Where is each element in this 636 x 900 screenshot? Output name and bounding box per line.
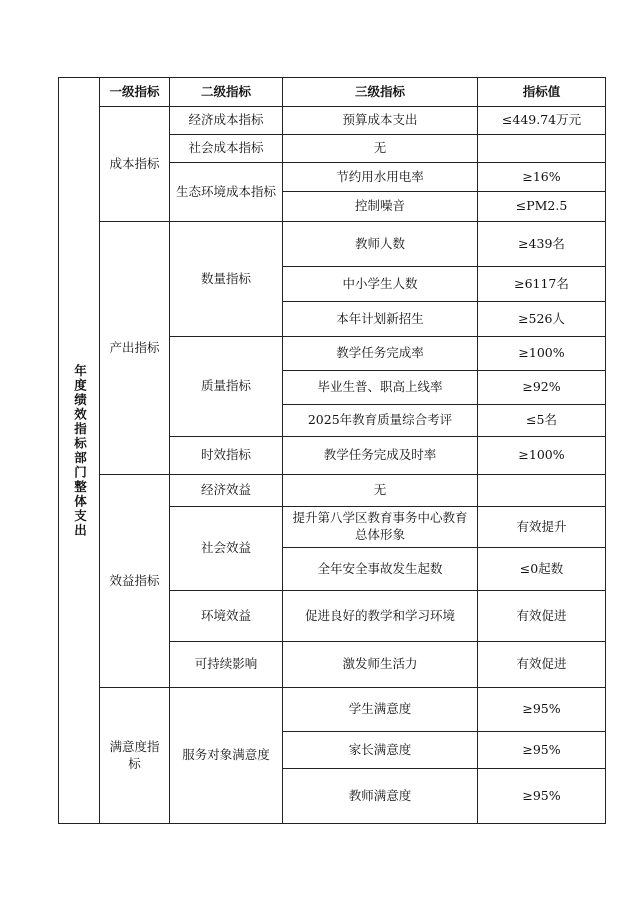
benefit-social-value: 有效提升 [478, 507, 606, 548]
benefit-environment-label: 环境效益 [170, 591, 283, 642]
output-quantity-item: 教师人数 [283, 222, 478, 267]
output-quality-label: 质量指标 [170, 337, 283, 437]
output-quality-item: 教学任务完成率 [283, 337, 478, 371]
cost-eco-env-value: ≤PM2.5 [478, 192, 606, 222]
output-quantity-value: ≥439名 [478, 222, 606, 267]
benefit-economic-item: 无 [283, 475, 478, 507]
output-quality-item: 毕业生普、职高上线率 [283, 371, 478, 405]
output-quantity-value: ≥6117名 [478, 267, 606, 302]
cost-social-value [478, 135, 606, 163]
header-level3: 三级指标 [283, 78, 478, 107]
cost-indicator-label: 成本指标 [100, 107, 170, 222]
table-row [59, 688, 606, 732]
output-quality-item: 2025年教育质量综合考评 [283, 405, 478, 437]
output-quality-value: ≥100% [478, 337, 606, 371]
table-row [59, 107, 606, 135]
satisfaction-item: 家长满意度 [283, 732, 478, 769]
cost-economic-item: 预算成本支出 [283, 107, 478, 135]
benefit-environment-item: 促进良好的教学和学习环境 [283, 591, 478, 642]
output-quantity-value: ≥526人 [478, 302, 606, 337]
performance-indicator-table [58, 77, 606, 824]
output-quantity-label: 数量指标 [170, 222, 283, 337]
benefit-social-item: 全年安全事故发生起数 [283, 548, 478, 591]
satisfaction-item: 学生满意度 [283, 688, 478, 732]
header-row [59, 78, 606, 107]
output-indicator-label: 产出指标 [100, 222, 170, 475]
side-title: 年度绩效指标部门整体支出 [59, 78, 100, 824]
output-quantity-item: 中小学生人数 [283, 267, 478, 302]
benefit-social-label: 社会效益 [170, 507, 283, 591]
benefit-economic-label: 经济效益 [170, 475, 283, 507]
cost-eco-env-item: 控制噪音 [283, 192, 478, 222]
header-level1: 一级指标 [100, 78, 170, 107]
output-quality-value: ≤5名 [478, 405, 606, 437]
cost-eco-env-label: 生态环境成本指标 [170, 163, 283, 222]
output-timeliness-item: 教学任务完成及时率 [283, 437, 478, 475]
benefit-sustainable-item: 激发师生活力 [283, 642, 478, 688]
table-row [59, 475, 606, 507]
benefit-indicator-label: 效益指标 [100, 475, 170, 688]
header-level2: 二级指标 [170, 78, 283, 107]
benefit-sustainable-value: 有效促进 [478, 642, 606, 688]
cost-social-item: 无 [283, 135, 478, 163]
cost-eco-env-item: 节约用水用电率 [283, 163, 478, 192]
satisfaction-value: ≥95% [478, 769, 606, 824]
satisfaction-item: 教师满意度 [283, 769, 478, 824]
satisfaction-service-label: 服务对象满意度 [170, 688, 283, 824]
cost-economic-label: 经济成本指标 [170, 107, 283, 135]
satisfaction-indicator-label: 满意度指标 [100, 688, 170, 824]
output-quantity-item: 本年计划新招生 [283, 302, 478, 337]
output-timeliness-label: 时效指标 [170, 437, 283, 475]
benefit-social-item: 提升第八学区教育事务中心教育总体形象 [283, 507, 478, 548]
cost-social-label: 社会成本指标 [170, 135, 283, 163]
satisfaction-value: ≥95% [478, 688, 606, 732]
cost-economic-value: ≤449.74万元 [478, 107, 606, 135]
benefit-social-value: ≤0起数 [478, 548, 606, 591]
output-timeliness-value: ≥100% [478, 437, 606, 475]
benefit-environment-value: 有效促进 [478, 591, 606, 642]
cost-eco-env-value: ≥16% [478, 163, 606, 192]
table-row [59, 222, 606, 267]
benefit-sustainable-label: 可持续影响 [170, 642, 283, 688]
header-value: 指标值 [478, 78, 606, 107]
output-quality-value: ≥92% [478, 371, 606, 405]
benefit-economic-value [478, 475, 606, 507]
satisfaction-value: ≥95% [478, 732, 606, 769]
